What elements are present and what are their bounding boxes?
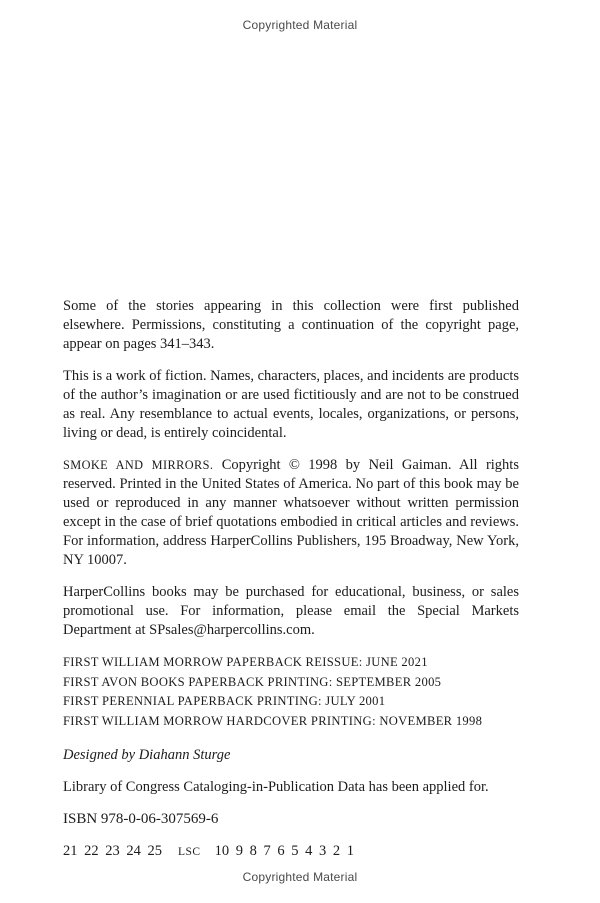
printers-key-run-numbers: 10 9 8 7 6 5 4 3 2 1 <box>214 843 354 859</box>
printing-history-block <box>63 653 519 731</box>
copyright-notice-text: Copyright © 1998 by Neil Gaiman. All rights reserved. Printed in the United States of America. No part of this book may be used or reproduced in any manner whatsoever without written permission except in the case of brief quotations embodied in critical articles and reviews. For information, address HarperCollins Publishers, 195 Broadway, New York, NY 10007. <box>63 457 519 568</box>
printer-code: LSC <box>178 846 201 858</box>
copyright-notice-paragraph <box>63 456 519 570</box>
top-copyright-watermark: Copyrighted Material <box>242 18 358 32</box>
printing-history-line-perennial-2001: FIRST PERENNIAL PAPERBACK PRINTING: JULY 2001 <box>63 694 386 708</box>
library-of-congress-line: Library of Congress Cataloging-in-Publication Data has been applied for. <box>63 779 489 795</box>
printing-history-line-reissue-2021: FIRST WILLIAM MORROW PAPERBACK REISSUE: JUNE 2021 <box>63 655 428 669</box>
printing-history-line-hardcover-1998: FIRST WILLIAM MORROW HARDCOVER PRINTING: NOVEMBER 1998 <box>63 713 483 728</box>
book-title-smallcaps: SMOKE AND MIRRORS. <box>63 458 214 472</box>
printers-key-line <box>63 842 519 862</box>
designer-credit: Designed by Diahann Sturge <box>63 747 231 763</box>
printing-history-line-avon-2005: FIRST AVON BOOKS PAPERBACK PRINTING: SEPTEMBER 2005 <box>63 674 442 689</box>
fiction-disclaimer-paragraph: This is a work of fiction. Names, characters, places, and incidents are products of the author’s imagination or are used fictitiously and are not to be construed as real. Any resemblance to actual events, locales, organizations, or persons, living or dead, is entirely coincidental. <box>63 368 519 441</box>
bottom-copyright-watermark: Copyrighted Material <box>242 870 358 884</box>
copyright-page-content <box>63 297 519 862</box>
special-markets-paragraph: HarperCollins books may be purchased for educational, business, or sales promotional use. For information, please email the Special Markets Department at SPsales@harpercollins.com. <box>63 584 519 638</box>
isbn-line: ISBN 978-0-06-307569-6 <box>63 811 219 827</box>
printers-key-years: 21 22 23 24 25 <box>63 843 162 859</box>
permissions-paragraph: Some of the stories appearing in this collection were first published elsewhere. Permissions, constituting a continuation of the copyright page, appear on pages 341–343. <box>63 298 519 352</box>
